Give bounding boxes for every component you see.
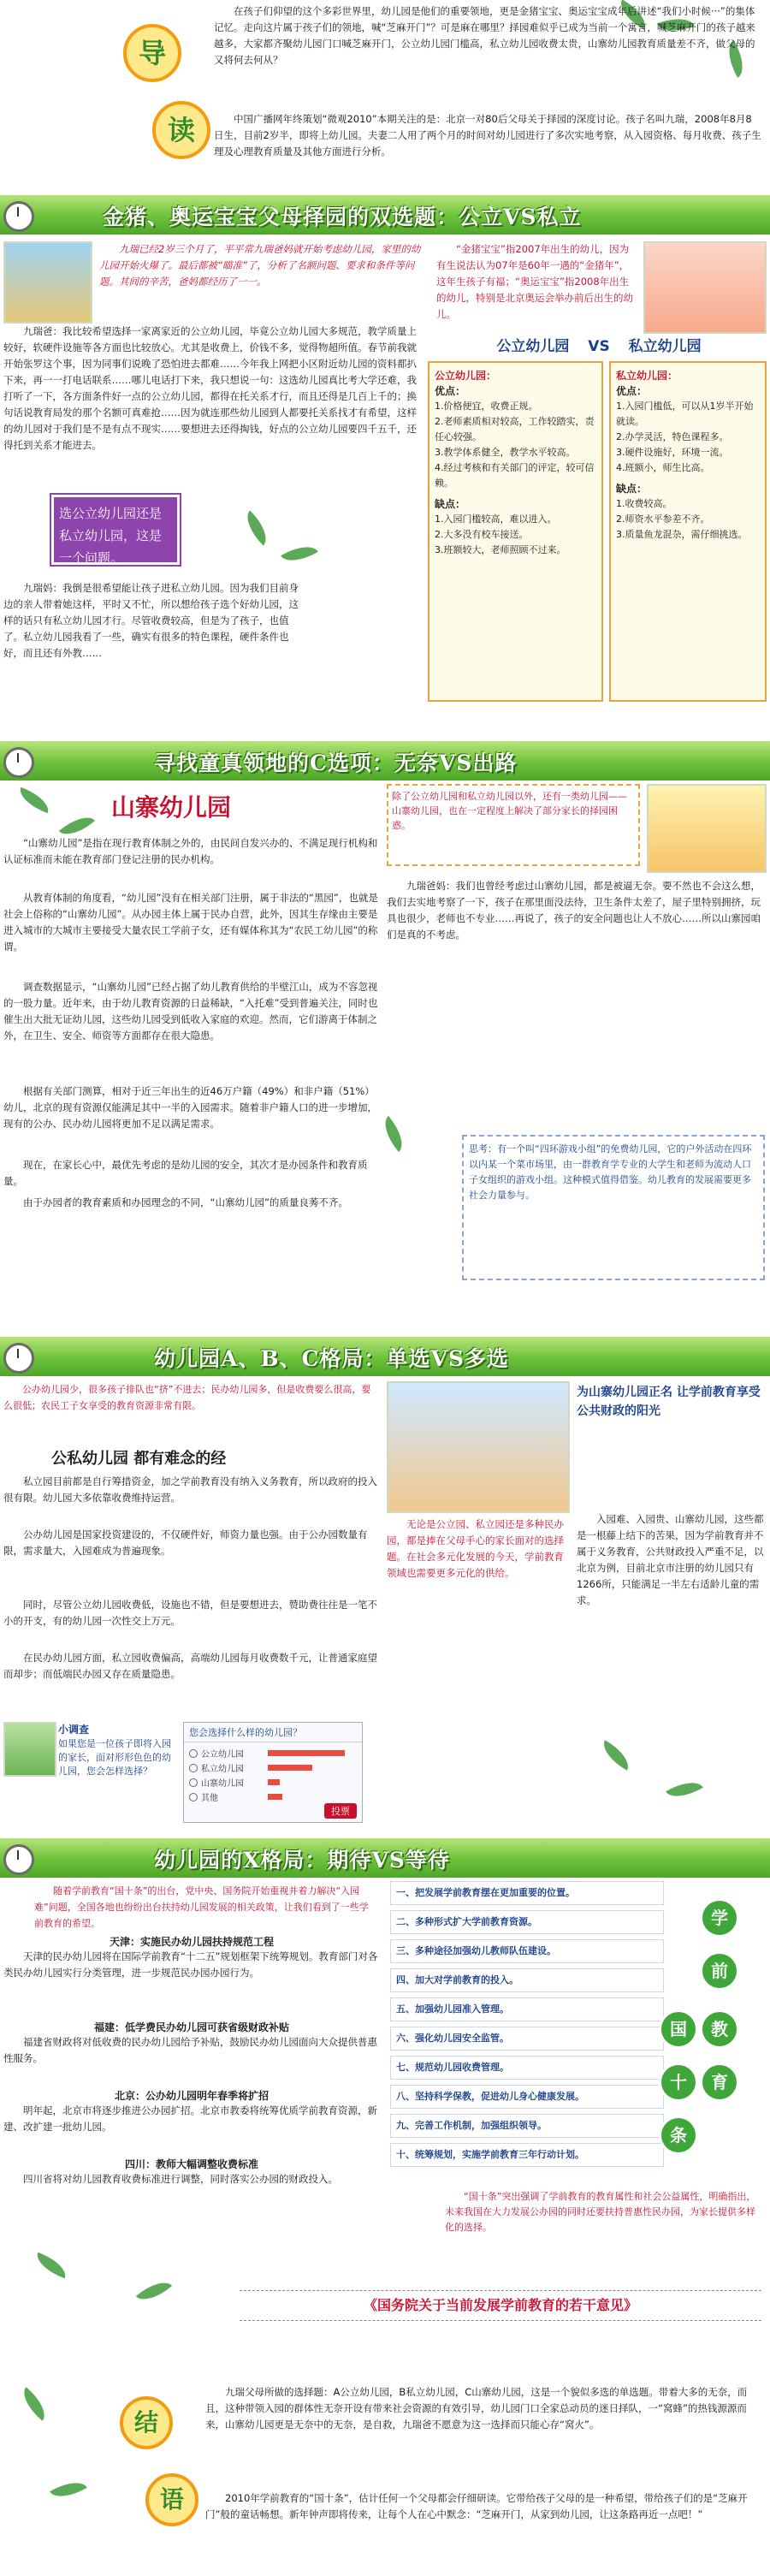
private-con: 2.师资水平参差不齐。 [616,513,710,525]
vs-label: VS [588,338,610,355]
child-drawing-photo [647,784,767,873]
circle-qian: 前 [700,1951,739,1991]
point-item: 三、多种途径加强幼儿教师队伍建设。 [390,1939,664,1963]
p-parent: 现在，在家长心中，最优先考虑的是幼儿园的安全，其次才是办园条件和教育质量。 [3,1159,368,1187]
private-pro: 2.办学灵活，特色课程多。 [616,431,729,442]
kids-photo [3,241,92,323]
circle-tiao: 条 [659,2116,698,2155]
public-pro: 2.老师素质相对较高，工作较踏实，责任心较强。 [435,416,595,442]
section-title-1: 金猪、奥运宝宝父母择园的双选题：公立VS私立 [103,205,582,229]
policy-item-2: 北京：公办幼儿园明年春季将扩招 明年起，北京市将逐步推进公办园扩招。北京市教委将统筹优质学前教育资源，新建、改扩建一批幼儿园。 [3,2090,377,2133]
circle-jiao: 教 [700,2009,739,2049]
p-measure: 根据有关部门测算，相对于近三年出生的近46万户籍（49%）和非户籍（51%）幼儿，北京的现有资源仅能满足其中一半的入园需求。随着非户籍人口的进一步增加，现有的公办、民办幼儿园将更加不足以满足需求。 [3,1085,377,1130]
boy-photo [3,1722,56,1777]
conclusion-badge-jie: 结 [120,2396,173,2449]
poll-label: 小调查 [58,1724,90,1736]
section-banner-4 [0,1838,770,1878]
clock-icon [3,201,34,232]
poll-radio[interactable] [189,1764,198,1772]
ruiba-paragraph: 九瑞爸妈：我们也曾经考虑过山寨幼儿园，都是被逼无奈。要不然也不会这么想，我们去实地考察了一下，孩子在那里面没法待，卫生条件太差了，屋子里特别拥挤，玩具也很少，老师也不专业……再说了，孩子的安全问题也让人不放心……所以山寨园咱们是真的不考虑。 [387,880,761,941]
leaf-decoration [15,787,53,814]
private-con: 3.质量鱼龙混杂，需仔细挑选。 [616,529,748,540]
conclusion-badge-yu: 语 [145,2473,198,2526]
public-con: 2.大多没有校车接送。 [435,529,529,540]
intro-quote: 九瑞已经2岁三个月了，平平常九瑞爸妈就开始考虑幼儿园，家里的幼儿园开始火爆了。最后都被“瞄准”了，分析了名额问题、要求和条件等问题。其间的辛苦，爸妈都经历了一一。 [99,243,421,288]
leaf-decoration [281,538,318,569]
section-3 [0,1380,770,1831]
point-item: 八、坚持科学保教，促进幼儿身心健康发展。 [390,2085,664,2109]
conclusion-section [0,2379,770,2576]
private-box [609,361,767,702]
point-item: 一、把发展学前教育摆在更加重要的位置。 [390,1881,664,1905]
intro-badge-dao: 导 [123,24,181,82]
intro-paragraph-2: 中国广播网年终策划“微观2010”本期关注的是：北京一对80后父母关于择园的深度讨论。孩子名叫九瑞，2008年8月8日生，目前2岁半，即将上幼儿园。夫妻二人用了两个月的时间对幼儿园进行了多次实地考察，从入园资格、每月收费、孩子生理及心理教育质量及其他方面进行分析。 [214,113,761,157]
box-title: 公私幼儿园 都有难念的经 [51,1450,227,1468]
poll-option[interactable] [189,1790,357,1804]
private-pro: 3.硬件设施好，环境一流。 [616,447,729,458]
section-title-3: 幼儿园A、B、C格局：单选VS多选 [154,1346,509,1371]
public-con: 1.入园门槛较高，难以进入。 [435,513,557,525]
mom-paragraph: 九瑞妈：我倒是很希望能让孩子进私立幼儿园。因为我们目前身边的亲人带着她这样，平时又不忙，所以想给孩子选个好幼儿园，这样的话只有私立幼儿园才行。尽管收费较高，但是为了孩子，也值了。私立幼儿园我看了一些，确实有很多的特色课程，硬件条件也好，而且还有外教…… [3,582,299,659]
conclusion-paragraph-2: 2010年学前教育的“国十条”，估计任何一个父母都会仔细研读。它带给孩子父母的是一种希望，带给孩子们的是“芝麻开门”般的童话畅想。新年钟声即将传来，让每个人在心中默念：“芝麻开门，从家到幼儿园，让这条路再近一点吧！” [205,2492,748,2520]
section4-lead: 随着学前教育“国十条”的出台，党中央、国务院开始重视并着力解决“入园难”问题，全国各地也纷纷出台扶持幼儿园发展的相关政策，让我们看到了一些学前教育的希望。 [34,1885,369,1929]
right-para-1: 入园难、入园贵、山寨幼儿园，这些都是一根藤上结下的苦果，因为学前教育并不属于义务教育，公共财政投入严重不足，以北京为例，目前北京市注册的幼儿园只有1266所，只能满足一半左右适龄儿童的需求。 [577,1513,764,1606]
poll-option[interactable] [189,1760,357,1775]
public-pro: 1.价格便宜，收费正规。 [435,401,538,412]
leaf-decoration [239,510,274,545]
shanzhai-heading: 山寨幼儿园 [111,793,232,822]
p-funding: 私立园目前都是自行筹措资金，加之学前教育没有纳入义务教育，所以政府的投入很有限。幼儿园大多依靠收费维持运营。 [3,1475,377,1504]
poll-option[interactable] [189,1746,357,1760]
poll-question: 如果您是一位孩子即将入园的家长，面对形形色色的幼儿园，您会怎样选择？ [58,1738,171,1777]
vote-button[interactable]: 投票 [324,1803,357,1819]
public-con: 3.班额较大，老师照顾不过来。 [435,544,566,555]
section-4 [0,1881,770,2376]
poll-option-label: 公立幼儿园 [201,1750,244,1760]
section-title-4: 幼儿园的X格局：期待VS等待 [154,1848,450,1873]
policy-item-1: 福建：低学费民办幼儿园可获省级财政补贴 福建省财政将对低收费的民办幼儿园给予补贴，鼓励民办幼儿园面向大众提供普惠性服务。 [3,2021,377,2064]
private-cons-label: 缺点： [616,483,648,495]
policy-item-3: 四川：教师大幅调整收费标准 四川省将对幼儿园教育收费标准进行调整，同时落实公办园的财政投入。 [23,2158,338,2185]
poll-card [183,1722,363,1823]
ten-points-list [390,1881,664,2172]
public-pro: 3.教学体系健全，教学水平较高。 [435,447,576,458]
poll-radio[interactable] [189,1778,198,1787]
p-quality: 由于办园者的教育素质和办园理念的不同，“山寨幼儿园”的质量良莠不齐。 [23,1196,348,1208]
dad-paragraph: 九瑞爸：我比较希望选择一家离家近的公立幼儿园，毕竟公立幼儿园大多规范，教学质量上较好，软硬件设施等各方面也比较放心。尤其是收费上，价钱不多，觉得物超所值。春节前我就开始张罗这个事，因为同事们说晚了恐怕进去都难……今年我上网把小区附近幼儿园的资料都扒下来，再一一打电话联系……哪儿电话打下来，我只想说一句：这选幼儿园真比考大学还难，我打听了一下，各方面条件好一点的公立幼儿园，都得在托关系才行，而且还得是几百上千的；换句话说教育局发的那个名额可真难抢……因为就连那些幼儿园到人都要托关系找才有希望，这样的幼儿园对于我们是不是有点不现实……要想进去还得掏钱，好点的公立幼儿园要四千五千，还得托到关系才能进去。 [3,325,417,451]
circle-xue: 学 [700,1898,739,1938]
private-pros-label: 优点： [616,385,648,397]
circle-yu: 育 [700,2063,739,2102]
point-item: 四、加大对学前教育的投入。 [390,1968,664,1992]
public-pro: 4.经过考核和有关部门的评定，较可信赖。 [435,462,595,489]
right-note-box: 除了公立幼儿园和私立幼儿园以外，还有一类幼儿园——山寨幼儿园，也在一定程度上解决了部分家长的择园困惑。 [387,784,640,866]
p-system: 从教育体制的角度看，“幼儿园”没有在相关部门注册，属于非法的“黑园”，也就是社会上俗称的“山寨幼儿园”。从办园主体上属于民办自营，此外，因其生存缘由主要是进入城市的大城市主要接受大量农民工学前子女，还有媒体称其为“农民工幼儿园”的称谓。 [3,892,378,953]
point-item: 十、统筹规划，实施学前教育三年行动计划。 [390,2143,664,2167]
leaf-decoration [50,2474,87,2505]
p-data: 调查数据显示，“山寨幼儿园”已经占据了幼儿教育供给的半壁江山，成为不容忽视的一股力量。近年来，由于幼儿教育资源的日益稀缺，“入托难”受到普遍关注，同时也催生出大批无证幼儿园，这些幼儿园受到低收入家庭的欢迎。然而，它们游离于体制之外，在卫生、安全、师资等方面都存在很大隐患。 [3,981,378,1042]
leaf-decoration [136,2274,172,2308]
p-public: 公办幼儿园是国家投资建设的，不仅硬件好，师资力量也强。由于公办园数量有限，需求量大，入园难成为普遍现象。 [3,1528,368,1557]
circle-guo: 国 [659,2009,698,2049]
circle-shi: 十 [659,2063,698,2102]
clock-icon [3,747,34,778]
point-item: 九、完善工作机制，加强组织领导。 [390,2114,664,2138]
poll-bar [268,1794,282,1800]
section-banner-2 [0,741,770,781]
poll-rows [184,1742,362,1807]
poll-option-label: 私立幼儿园 [201,1765,244,1774]
girl-photo [643,241,767,334]
intro-paragraph-1: 在孩子们仰望的这个多彩世界里，幼儿园是他们的重要领地，更是金猪宝宝、奥运宝宝成年后讲述“我们小时候···”的集体记忆。走向这片属于孩子们的领地，喊“芝麻开门”？可是麻在哪里？择园难似乎已成为当前一个寓言，喊芝麻开门的孩子越来越多，大家都齐聚幼儿园门口喊芝麻开门，公立幼儿园门槛高，私立幼儿园收费太贵，山寨幼儿园教育质量差不齐，做父母的又将何去何从？ [214,5,755,66]
private-pro: 1.入园门槛低，可以从1岁半开始就读。 [616,401,754,427]
leaf-decoration [666,1774,703,1805]
poll-bar [268,1765,312,1771]
right-para-intro: 无论是公立园、私立园还是多种民办园，都是捧在父母手心的家长面对的选择题。在社会多元化发展的今天，学前教育领域也需要更多元化的供给。 [387,1518,564,1579]
conclusion-paragraph-1: 九瑞父母所做的选择题：A公立幼儿园，B私立幼儿园，C山寨幼儿园，这是一个貌似多选的单选题。带着大多的无奈，而且，这种带领入园的群体性无奈开设有带来社会资源的有效引导，幼儿园门口全家总动员的迷日择队，一“窝蜂”的热钱源源而来，山寨幼儿园更是无奈中的无奈，是自救，九瑞爸不愿意为这一选择而只能心存“窝火”。 [205,2386,748,2431]
poll-option-label: 其他 [201,1794,218,1803]
expert-box: 思考：有一个叫“四环游戏小组”的免费幼儿园，它的户外活动在四环以内某一个菜市场里，由一群教育学专业的大学生和老师为流动人口子女组织的游戏小组。这种模式值得借鉴。幼儿教育的发展需要更多社会力量参与。 [462,1135,765,1280]
section-banner-1 [0,195,770,234]
poll-radio[interactable] [189,1793,198,1801]
section-1 [0,238,770,736]
public-box [428,361,603,702]
family-photo [387,1381,570,1513]
point-item: 二、多种形式扩大学前教育资源。 [390,1910,664,1934]
clock-icon [3,1844,34,1875]
poll-title: 您会选择什么样的幼儿园？ [184,1723,362,1742]
clock-icon [3,1343,34,1374]
p-sponsor: 同时，尽管公立幼儿园收费低，设施也不错，但是要想进去，赞助费往往是一笔不小的开支，有的幼儿园一次性交上万元。 [3,1599,377,1627]
intro-badge-du: 读 [152,101,210,159]
poll-widget [3,1722,363,1823]
right-heading: 为山寨幼儿园正名 让学前教育享受公共财政的阳光 [577,1386,761,1418]
point-item: 六、强化幼儿园安全监管。 [390,2027,664,2051]
section-banner-3 [0,1337,770,1376]
p-private: 在民办幼儿园方面，私立园收费偏高，高端幼儿园每月收费数千元，让普通家庭望而却步；而低端民办园又存在质量隐患。 [3,1652,377,1680]
leaf-decoration [597,1740,635,1771]
point-item: 七、规范幼儿园收费管理。 [390,2056,664,2080]
callout-box: 选公立幼儿园还是私立幼儿园，这是一个问题。 [51,495,180,565]
section3-lead: 公办幼儿园少，很多孩子排队也“挤”不进去；民办幼儿园多，但是收费要么很高，要么很低；农民工子女享受的教育资源非常有限。 [3,1384,371,1411]
document-title-bar: 《国务院关于当前发展学前教育的若干意见》 [240,2290,761,2321]
public-heading: 公立幼儿园： [435,370,497,382]
guoshitiao-note: “国十条”突出强调了学前教育的教育属性和社会公益属性，明确指出，未来我国在大力发展公办园的同时还要扶持普惠性民办园，为家长提供多样化的选择。 [445,2191,756,2233]
compare-title: 公立幼儿园 VS 私立幼儿园 [496,338,702,355]
intro-section [0,0,770,190]
poll-option-label: 山寨幼儿园 [201,1779,244,1789]
point-item: 五、加强幼儿园准入管理。 [390,1997,664,2021]
public-cons-label: 缺点： [435,498,466,510]
leaf-decoration [376,1116,411,1152]
section-2 [0,784,770,1335]
public-pros-label: 优点： [435,385,466,397]
side-quote: “金猪宝宝”指2007年出生的幼儿，因为有生说法认为07年是60年一遇的“金猪年”，这年生孩子有福；“奥运宝宝”指2008年出生的幼儿，特别是北京奥运会举办前后出生的幼儿。 [436,243,633,320]
poll-option[interactable] [189,1775,357,1790]
section-title-2: 寻找童真领地的C选项：无奈VS出路 [154,751,518,775]
poll-bar [268,1750,345,1756]
leaf-decoration [33,2253,70,2279]
poll-radio[interactable] [189,1749,198,1758]
compare-panel [428,334,767,702]
p-def: “山寨幼儿园”是指在现行教育体制之外的，由民间自发兴办的、不满足现行机构和认证标准而未能在教育部门登记注册的民办机构。 [3,837,378,865]
private-heading: 私立幼儿园： [616,370,678,382]
private-con: 1.收费较高。 [616,498,672,509]
private-pro: 4.班额小，师生比高。 [616,462,710,473]
poll-bar [268,1779,280,1785]
leaf-decoration [16,2387,52,2421]
policy-item-0: 天津：实施民办幼儿园扶持规范工程 天津的民办幼儿园将在国际学前教育“十二五”规划框架下统筹规划。教育部门对各类民办幼儿园实行分类管理，进一步规范民办园办园行为。 [3,1936,378,1979]
